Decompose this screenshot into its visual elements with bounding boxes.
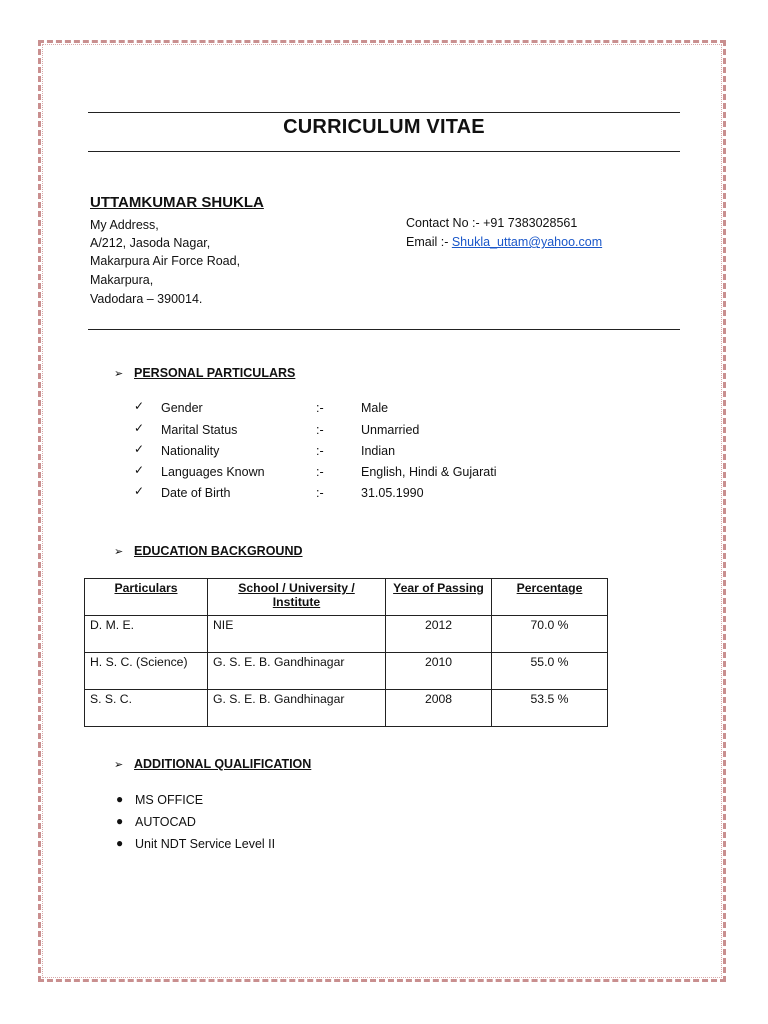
education-table (84, 578, 608, 727)
table-cell: D. M. E. (85, 616, 208, 653)
bullet-icon: ● (116, 836, 124, 850)
table-cell: 53.5 % (492, 690, 608, 727)
personal-label: Nationality (161, 444, 220, 458)
table-cell: S. S. C. (85, 690, 208, 727)
checkmark-icon: ✓ (134, 463, 145, 477)
contact-phone: Contact No :- +91 7383028561 (406, 216, 578, 230)
document-title: CURRICULUM VITAE (283, 116, 485, 138)
personal-label: Gender (161, 401, 203, 415)
personal-label: Marital Status (161, 423, 238, 437)
personal-separator: :- (316, 423, 324, 437)
table-cell: 55.0 % (492, 653, 608, 690)
checkmark-icon: ✓ (134, 442, 145, 456)
header-divider (88, 329, 680, 330)
section-heading: PERSONAL PARTICULARS (134, 366, 296, 380)
table-cell: 2012 (386, 616, 492, 653)
personal-value: English, Hindi & Gujarati (361, 465, 497, 479)
address-line: Makarpura Air Force Road, (90, 254, 241, 268)
personal-separator: :- (316, 465, 324, 479)
personal-separator: :- (316, 486, 324, 500)
list-item-text: MS OFFICE (135, 793, 204, 807)
address-line: Vadodara – 390014. (90, 292, 203, 306)
section-education (114, 544, 303, 558)
bullet-icon: ● (116, 792, 124, 806)
title-top-rule (88, 112, 680, 113)
personal-label: Languages Known (161, 465, 265, 479)
checkmark-icon: ✓ (134, 399, 145, 413)
email-label: Email :- (406, 235, 452, 249)
section-heading: ADDITIONAL QUALIFICATION (134, 757, 312, 771)
column-header: Year of Passing (386, 579, 492, 616)
section-heading: EDUCATION BACKGROUND (134, 544, 303, 558)
table-cell: 2010 (386, 653, 492, 690)
table-cell: G. S. E. B. Gandhinagar (208, 653, 386, 690)
personal-value: Unmarried (361, 423, 420, 437)
personal-value: Male (361, 401, 389, 415)
section-additional (114, 757, 311, 771)
contact-email-row (406, 235, 602, 249)
arrow-bullet-icon: ➢ (114, 368, 124, 380)
table-cell: 70.0 % (492, 616, 608, 653)
column-header: Percentage (492, 579, 608, 616)
table-row (85, 653, 608, 690)
table-header-row (85, 579, 608, 616)
table-cell: NIE (208, 616, 386, 653)
table-cell: 2008 (386, 690, 492, 727)
personal-separator: :- (316, 444, 324, 458)
column-header: School / University / Institute (208, 579, 386, 616)
address-line: My Address, (90, 218, 159, 232)
email-link[interactable]: Shukla_uttam@yahoo.com (451, 235, 603, 249)
checkmark-icon: ✓ (134, 484, 145, 498)
table-cell: H. S. C. (Science) (85, 653, 208, 690)
title-bottom-rule (88, 151, 680, 152)
personal-value: Indian (361, 444, 396, 458)
candidate-name: UTTAMKUMAR SHUKLA (90, 194, 264, 211)
arrow-bullet-icon: ➢ (114, 546, 124, 558)
personal-separator: :- (316, 401, 324, 415)
column-header: Particulars (85, 579, 208, 616)
address-line: Makarpura, (90, 273, 154, 287)
personal-value: 31.05.1990 (361, 486, 424, 500)
address-line: A/212, Jasoda Nagar, (90, 236, 211, 250)
table-row (85, 616, 608, 653)
checkmark-icon: ✓ (134, 421, 145, 435)
personal-label: Date of Birth (161, 486, 231, 500)
section-personal (114, 366, 295, 380)
table-row (85, 690, 608, 727)
bullet-icon: ● (116, 814, 124, 828)
arrow-bullet-icon: ➢ (114, 759, 124, 771)
table-cell: G. S. E. B. Gandhinagar (208, 690, 386, 727)
list-item-text: Unit NDT Service Level II (135, 837, 276, 851)
list-item-text: AUTOCAD (135, 815, 196, 829)
